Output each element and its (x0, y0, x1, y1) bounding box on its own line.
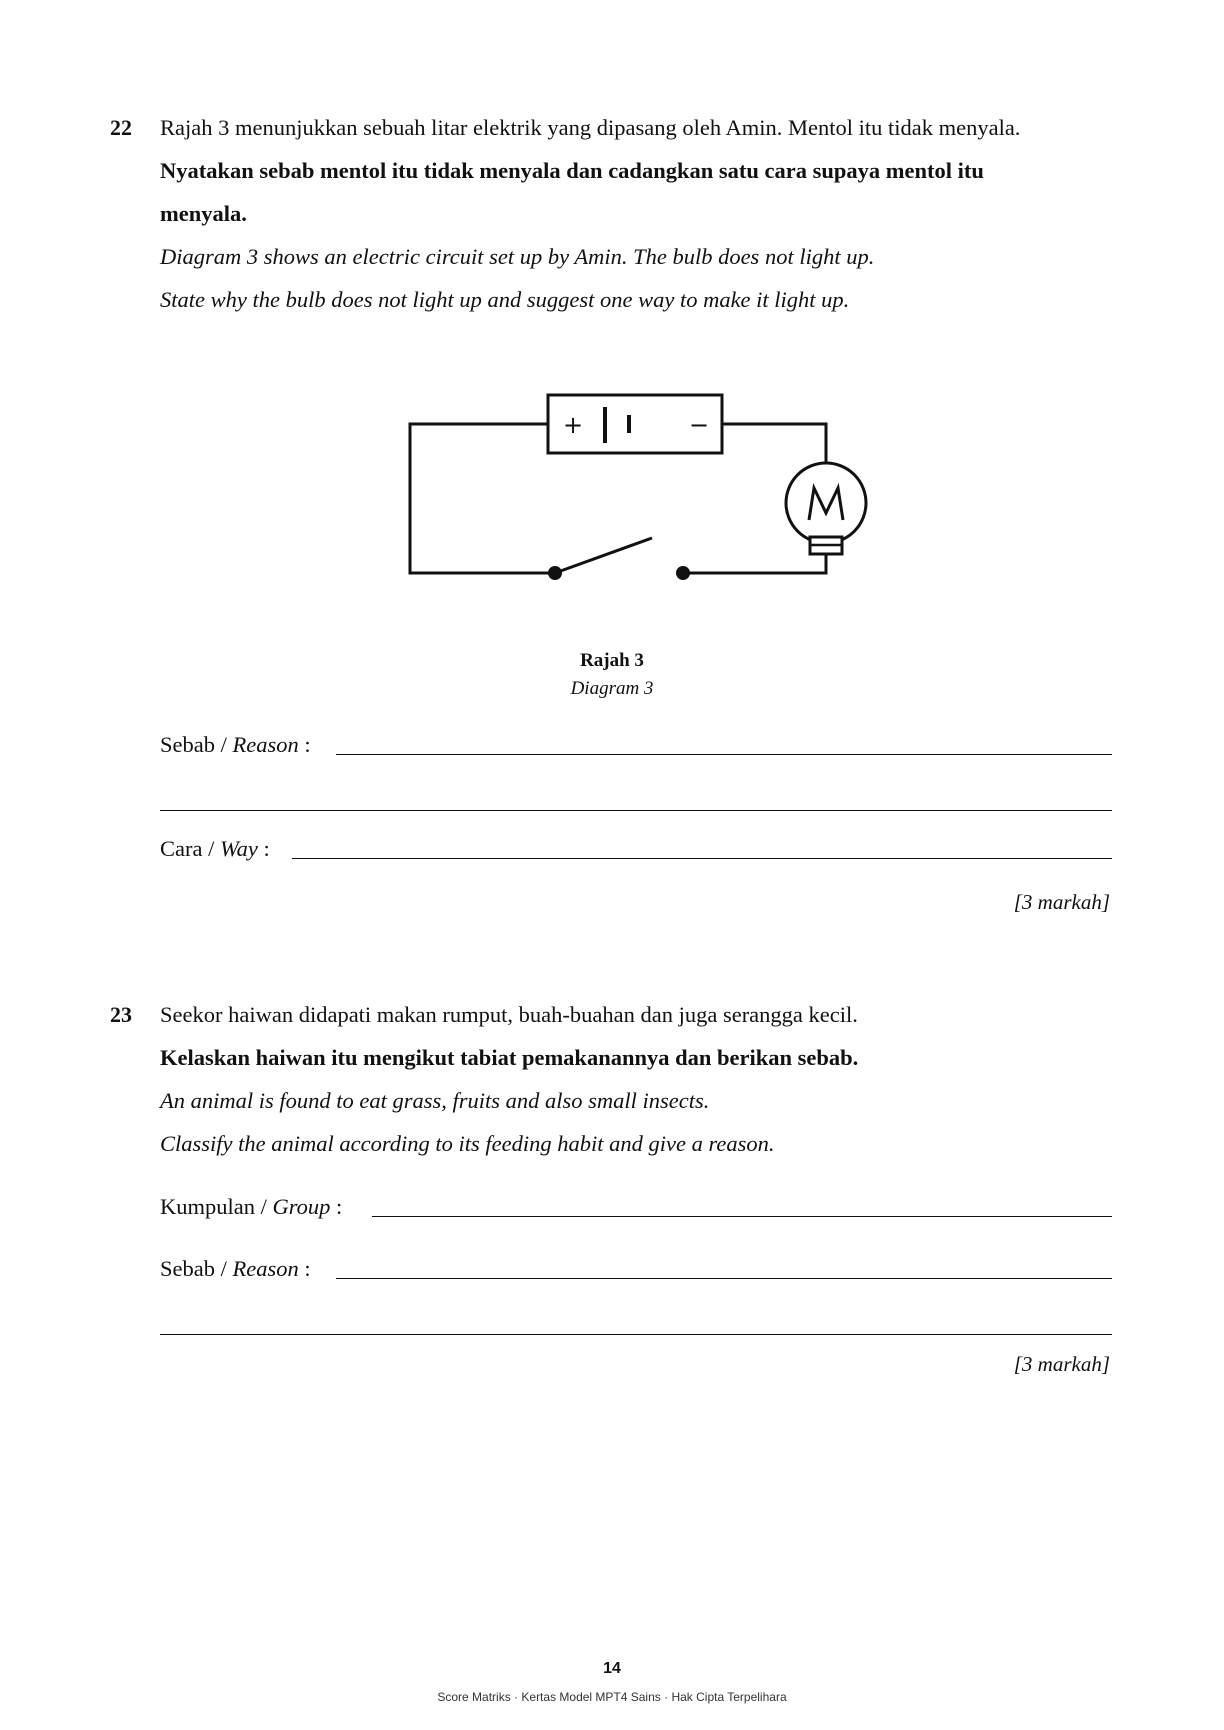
reason-answer-line-1[interactable] (336, 754, 1112, 755)
question-number: 22 (110, 115, 132, 140)
bulb (786, 463, 866, 543)
reason-label: Sebab / Reason : (160, 732, 311, 757)
way-answer-line[interactable] (292, 858, 1112, 859)
switch-lever (555, 538, 652, 573)
reason-label: Sebab / Reason : (160, 1256, 311, 1281)
question-instruction-malay: Nyatakan sebab mentol itu tidak menyala dan cadangkan satu cara supaya mentol itu (160, 158, 984, 183)
circuit-diagram (405, 385, 885, 595)
question-line-malay: Rajah 3 menunjukkan sebuah litar elektrik yang dipasang oleh Amin. Mentol itu tidak menyala. (160, 115, 1021, 140)
question-instruction-malay-cont: menyala. (160, 201, 247, 226)
group-label: Kumpulan / Group : (160, 1194, 343, 1219)
footer-text: Score Matriks · Kertas Model MPT4 Sains · Hak Cipta Terpelihara (437, 1690, 787, 1704)
question-line-malay: Seekor haiwan didapati makan rumput, buah-buahan dan juga serangga kecil. (160, 1002, 858, 1027)
reason-answer-line-2[interactable] (160, 810, 1112, 811)
marks-q23: [3 markah] (1013, 1352, 1110, 1376)
reason-answer-line-2[interactable] (160, 1334, 1112, 1335)
way-label: Cara / Way : (160, 836, 270, 861)
group-answer-line[interactable] (372, 1216, 1112, 1217)
wire-right-top (722, 424, 826, 463)
diagram-caption-english: Diagram 3 (570, 678, 654, 699)
diagram-caption-malay: Rajah 3 (580, 650, 644, 671)
question-instruction-english: Classify the animal according to its feeding habit and give a reason. (160, 1131, 775, 1156)
bulb-filament (809, 488, 843, 520)
question-line-english: Diagram 3 shows an electric circuit set up by Amin. The bulb does not light up. (160, 244, 875, 269)
wire-right-bottom (683, 553, 826, 573)
wire-left (410, 424, 555, 573)
question-instruction-english: State why the bulb does not light up and suggest one way to make it light up. (160, 287, 850, 312)
page-number: 14 (603, 1660, 621, 1677)
question-line-english: An animal is found to eat grass, fruits and also small insects. (160, 1088, 710, 1113)
marks-q22: [3 markah] (1013, 890, 1110, 914)
reason-answer-line-1[interactable] (336, 1278, 1112, 1279)
switch-contact-left (548, 566, 562, 580)
plus-sign: + (563, 411, 584, 439)
minus-sign: − (689, 411, 710, 439)
question-instruction-malay: Kelaskan haiwan itu mengikut tabiat pemakanannya dan berikan sebab. (160, 1045, 859, 1070)
switch-contact-right (676, 566, 690, 580)
question-number: 23 (110, 1002, 132, 1027)
